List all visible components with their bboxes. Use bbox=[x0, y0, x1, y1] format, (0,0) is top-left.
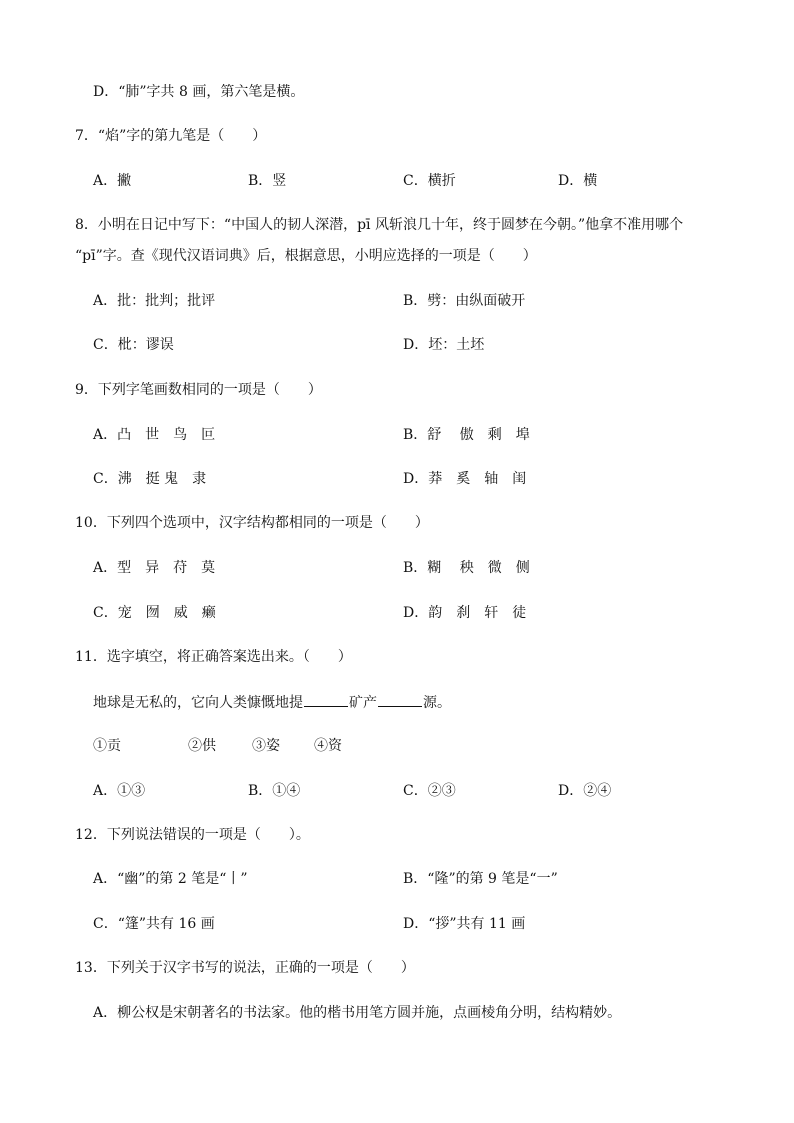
q7-option-d: D．横 bbox=[558, 173, 598, 189]
q8-stem-line1: 8．小明在日记中写下：“中国人的韧人深潜，pī 风斩浪几十年，终于圆梦在今朝。”他拿不准用哪个 bbox=[75, 217, 684, 233]
q11-option-c: C．②③ bbox=[403, 783, 456, 799]
q11-sentence-post: 源。 bbox=[423, 695, 451, 711]
q10-option-a: A．型 异 苻 莫 bbox=[93, 560, 216, 576]
q12-option-a: A．“幽”的第 2 笔是“丨” bbox=[93, 871, 248, 887]
q6-option-d: D．“肺”字共 8 画，第六笔是横。 bbox=[93, 84, 305, 100]
q12-option-b: B．“隆”的第 9 笔是“一” bbox=[403, 871, 558, 887]
q9-option-b: B．舒 傲 剩 埠 bbox=[403, 427, 530, 443]
q9-option-c: C．沸 挺 鬼 隶 bbox=[93, 471, 207, 487]
q11-option-d: D．②④ bbox=[558, 783, 612, 799]
q10-option-b: B．糊 秧 微 侧 bbox=[403, 560, 530, 576]
q8-stem-line2: “pī”字。查《现代汉语词典》后，根据意思，小明应选择的一项是（ ） bbox=[75, 248, 537, 264]
q8-option-a: A．批：批判；批评 bbox=[93, 293, 216, 309]
q8-option-d: D．坯：土坯 bbox=[403, 337, 485, 353]
q7-option-c: C．横折 bbox=[403, 173, 456, 189]
q10-option-d: D．韵 刹 轩 徒 bbox=[403, 605, 527, 621]
q10-option-c: C．宠 囫 威 癞 bbox=[93, 605, 216, 621]
q12-option-c: C．“篷”共有 16 画 bbox=[93, 916, 215, 932]
q9-option-a: A．凸 世 鸟 叵 bbox=[93, 427, 216, 443]
q8-option-b: B．劈：由纵面破开 bbox=[403, 293, 526, 309]
q9-option-d: D．莽 奚 轴 闺 bbox=[403, 471, 527, 487]
q11-stem: 11．选字填空，将正确答案选出来。（ ） bbox=[75, 649, 352, 665]
q11-option-a: A．①③ bbox=[93, 783, 146, 799]
fill-blank-1 bbox=[304, 692, 348, 707]
q11-sentence-mid: 矿产 bbox=[349, 695, 377, 711]
q12-stem: 12．下列说法错误的一项是（ ）。 bbox=[75, 827, 310, 843]
q13-stem: 13．下列关于汉字书写的说法，正确的一项是（ ） bbox=[75, 960, 415, 976]
q13-option-a: A．柳公权是宋朝著名的书法家。他的楷书用笔方圆并施，点画棱角分明，结构精妙。 bbox=[93, 1005, 622, 1021]
q8-option-c: C．枇：谬误 bbox=[93, 337, 174, 353]
q10-stem: 10．下列四个选项中，汉字结构都相同的一项是（ ） bbox=[75, 515, 429, 531]
q11-option-b: B．①④ bbox=[248, 783, 301, 799]
q11-sentence bbox=[93, 692, 451, 713]
fill-blank-2 bbox=[378, 692, 422, 707]
q11-choice-2: ②供 bbox=[188, 738, 216, 754]
q7-option-a: A．撇 bbox=[93, 173, 132, 189]
q11-choice-3: ③姿 bbox=[252, 738, 280, 754]
q9-stem: 9．下列字笔画数相同的一项是（ ） bbox=[75, 382, 322, 398]
q11-choice-1: ①贡 bbox=[93, 738, 121, 754]
q11-choice-4: ④资 bbox=[314, 738, 342, 754]
q11-sentence-pre: 地球是无私的，它向人类慷慨地提 bbox=[93, 695, 303, 711]
q7-option-b: B．竖 bbox=[248, 173, 287, 189]
q7-stem: 7．“焰”字的第九笔是（ ） bbox=[75, 128, 267, 144]
q12-option-d: D．“拶”共有 11 画 bbox=[403, 916, 526, 932]
